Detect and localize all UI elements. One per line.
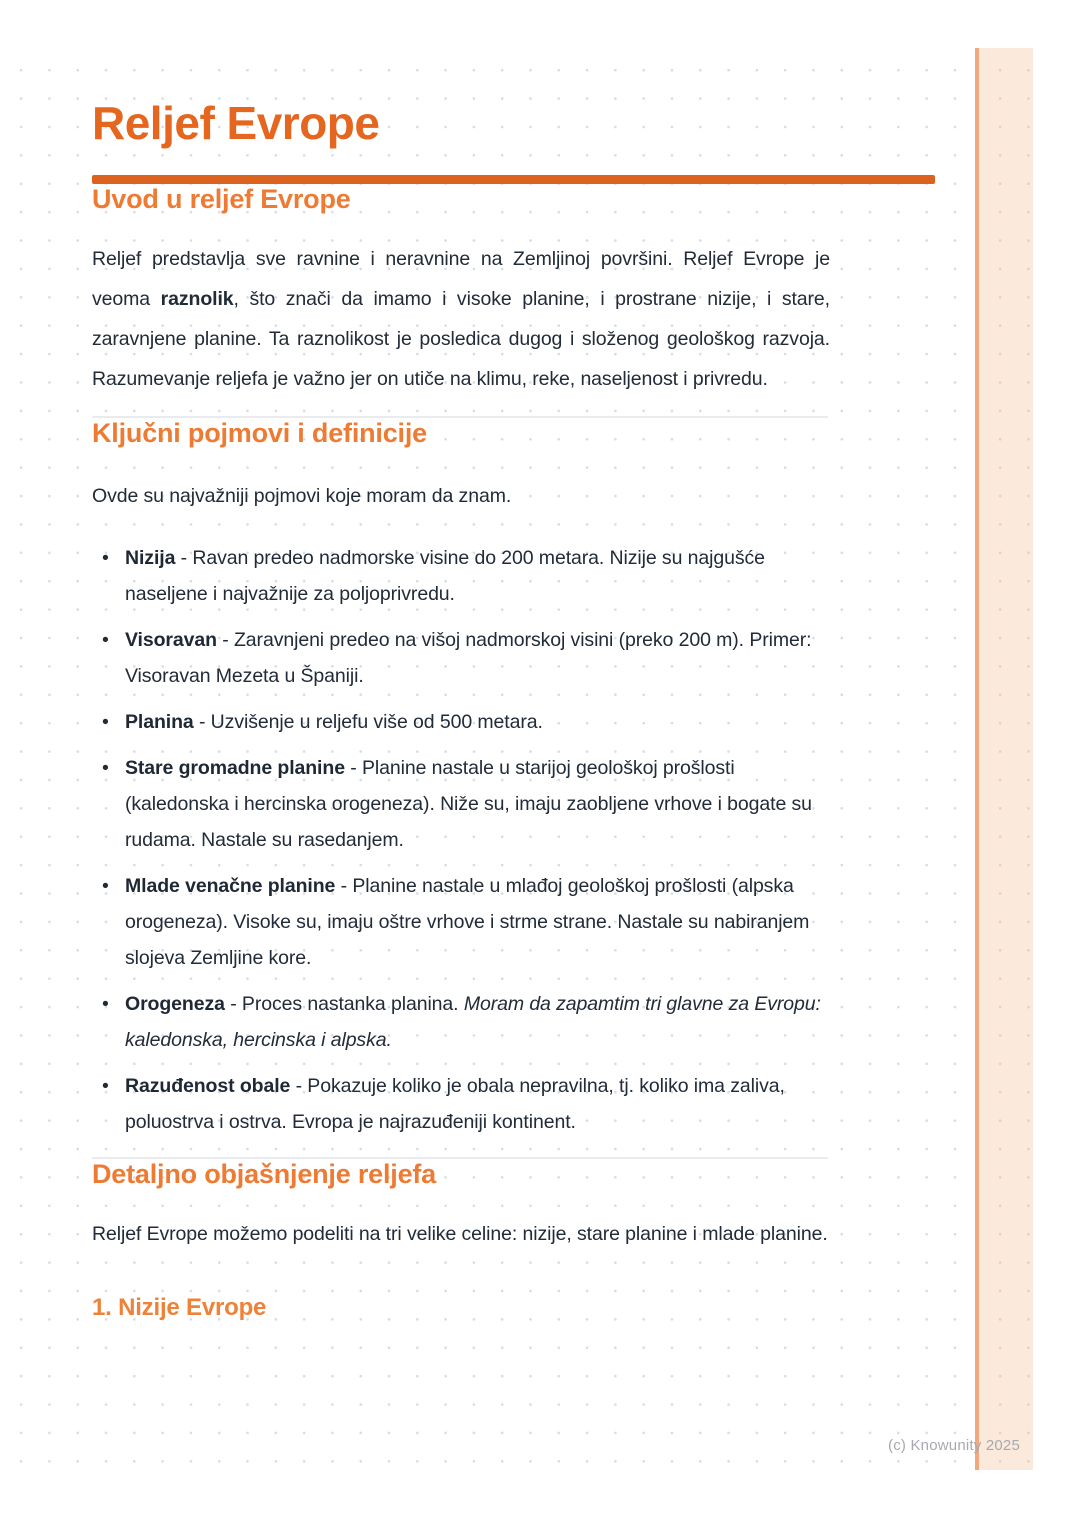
bullet-icon: •: [102, 992, 109, 1015]
term-item-stare-gromadne: [92, 750, 830, 858]
page-title: Reljef Evrope: [92, 97, 380, 149]
term-item-planina: [92, 704, 830, 740]
term-name: Visoravan: [125, 628, 217, 651]
term-name: Mlade venačne planine: [125, 874, 336, 897]
bullet-icon: •: [102, 710, 109, 733]
term-item-orogeneza: [92, 986, 830, 1058]
subsection-heading-nizije: 1. Nizije Evrope: [92, 1293, 267, 1321]
term-desc: - Proces nastanka planina.: [224, 992, 464, 1015]
term-name: Nizija: [125, 546, 176, 569]
bullet-icon: •: [102, 1074, 109, 1097]
key-terms-lead: Ovde su najvažniji pojmovi koje moram da znam.: [92, 484, 512, 507]
term-desc: - Planine nastale u mlađoj geološkoj prošlosti (alpska orogeneza). Visoke su, imaju oštre vrhove i strme strane. Nastale su nabiranjem slojeva Zemljine kore.: [125, 874, 810, 969]
intro-text-pre: Reljef predstavlja sve ravnine i neravnine na Zemljinoj površini. Reljef Evrope je veoma: [92, 247, 830, 310]
term-item-nizija: [92, 540, 830, 612]
note-content: [92, 48, 830, 1322]
intro-text-post: , što znači da imamo i visoke planine, i prostrane nizije, i stare, zaravnjene planine. Ta raznolikost je posledica dugog i složenog geološkog razvoja. Razumevanje reljefa je važno jer on utiče na klimu, reke, naseljenost i privredu.: [92, 287, 830, 390]
bullet-icon: •: [102, 874, 109, 897]
term-item-razudjenost: [92, 1068, 830, 1140]
term-desc: - Pokazuje koliko je obala nepravilna, tj. koliko ima zaliva, poluostrva i ostrva. Evropa je najrazuđeniji kontinent.: [125, 1074, 785, 1133]
section-heading-key-terms: Ključni pojmovi i definicije: [92, 417, 427, 448]
term-desc: - Ravan predeo nadmorske visine do 200 metara. Nizije su najgušće naseljene i najvažnije za poljoprivredu.: [125, 546, 765, 605]
section-heading-intro: Uvod u reljef Evrope: [92, 183, 351, 214]
term-desc: - Uzvišenje u reljefu više od 500 metara.: [193, 710, 543, 733]
section-heading-detail: Detaljno objašnjenje reljefa: [92, 1158, 437, 1189]
term-desc: - Zaravnjeni predeo na višoj nadmorskoj visini (preko 200 m). Primer: Visoravan Mezeta u Španiji.: [125, 628, 812, 687]
term-name: Razuđenost obale: [125, 1074, 291, 1097]
bullet-icon: •: [102, 628, 109, 651]
term-item-mlade-venacne: [92, 868, 830, 976]
title-underline-rule: [92, 175, 935, 184]
intro-text-bold: raznolik: [160, 287, 234, 310]
term-note-italic: Moram da zapamtim tri glavne za Evropu: kaledonska, hercinska i alpska.: [125, 992, 821, 1051]
term-name: Stare gromadne planine: [125, 756, 345, 779]
detail-paragraph: Reljef Evrope možemo podeliti na tri velike celine: nizije, stare planine i mlade planine.: [92, 1222, 828, 1245]
key-terms-list: [92, 540, 830, 1140]
intro-paragraph: [92, 239, 830, 399]
page-edge-stripe: [975, 48, 1033, 1470]
copyright-watermark: (c) Knowunity 2025: [888, 1437, 1021, 1454]
term-desc: - Planine nastale u starijoj geološkoj prošlosti (kaledonska i hercinska orogeneza). Niže su, imaju zaobljene vrhove i bogate su rudama. Nastale su rasedanjem.: [125, 756, 812, 851]
bullet-icon: •: [102, 546, 109, 569]
term-name: Planina: [125, 710, 194, 733]
term-item-visoravan: [92, 622, 830, 694]
bullet-icon: •: [102, 756, 109, 779]
term-name: Orogeneza: [125, 992, 225, 1015]
